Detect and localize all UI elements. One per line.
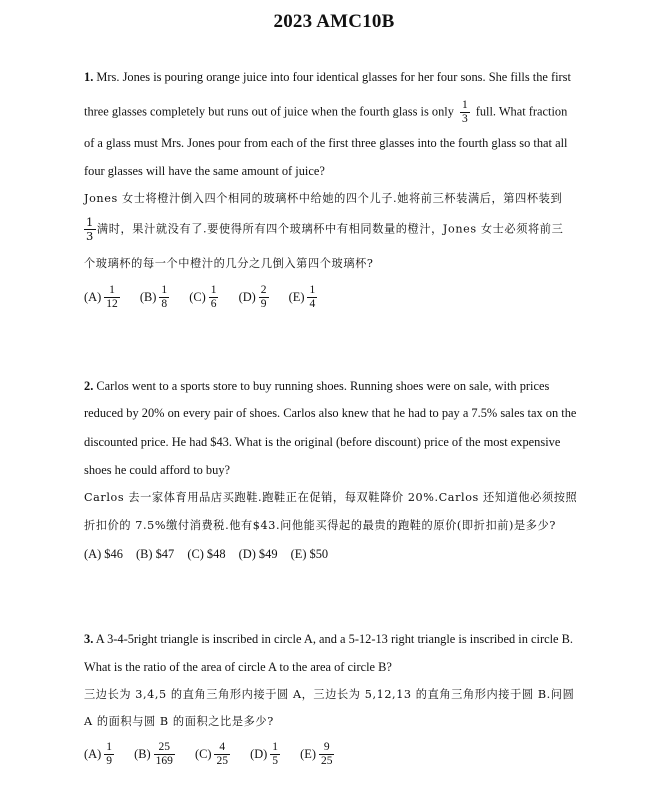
- p1-choice-b[interactable]: (B) $\frac{1}{8}$: [139, 284, 168, 310]
- p3-choice-d[interactable]: (D) $\frac{1}{5}$: [250, 741, 279, 767]
- p2-zh-line-2: 折扣价的 7.5%缴付消费税.他有$43.问他能买得起的最贵的跑鞋的原价(即折扣前)是多少?: [84, 519, 556, 532]
- p1-text-5: four glasses will have the same amount of juice?: [84, 164, 325, 178]
- p1-choice-a[interactable]: (A) $\frac{1}{12}$: [84, 284, 118, 310]
- p1-zh-line-2: [84, 216, 668, 243]
- p2-choice-c[interactable]: (C) $48: [187, 547, 226, 561]
- p1-number: 1.: [84, 70, 94, 84]
- p1-choice-e[interactable]: (E) $\frac{1}{4}$: [288, 284, 316, 310]
- p1-choice-c[interactable]: (C) $\frac{1}{6}$: [189, 284, 217, 310]
- p1-zh-line-3: 个玻璃杯的每一个中橙汁的几分之几倒入第四个玻璃杯?: [84, 257, 374, 270]
- p1-zh-text-2: 满时，果汁就没有了.要使得所有四个玻璃杯中有相同数量的橙汁，Jones 女士必须将前三: [96, 222, 564, 236]
- page-title: 2023 AMC10B: [273, 11, 395, 32]
- p3-zh-line-2: A 的面积与圆 B 的面积之比是多少?: [84, 715, 274, 728]
- p2-number: 2.: [84, 379, 94, 393]
- p1-line-3: [84, 135, 668, 151]
- p2-choices: [84, 547, 338, 562]
- p1-text-3: full. What fraction: [475, 104, 568, 119]
- p3-zh-line-1: 三边长为 3,4,5 的直角三角形内接于圆 A，三边长为 5,12,13 的直角三角形内接于圆 B.问圆: [84, 688, 575, 701]
- p3-choice-c[interactable]: (C) $\frac{4}{25}$: [194, 741, 228, 767]
- p1-line-4: [84, 163, 668, 179]
- p1-zh-line-1: Jones 女士将橙汁倒入四个相同的玻璃杯中给她的四个儿子.她将前三杯装满后，第四杯装到: [84, 192, 563, 205]
- p2-text-1: Carlos went to a sports store to buy running shoes. Running shoes were on sale, with prices: [96, 379, 550, 393]
- p1-text-1: Mrs. Jones is pouring orange juice into four identical glasses for her four sons. She fills the first: [96, 70, 571, 84]
- p2-choice-d[interactable]: (D) $49: [238, 547, 278, 561]
- p1-text-4: of a glass must Mrs. Jones pour from each of the first three glasses into the fourth glass so that all: [84, 136, 568, 150]
- p1-choices: [84, 284, 334, 311]
- p3-choice-a[interactable]: (A) $\frac{1}{9}$: [84, 741, 112, 767]
- p3-line-2: What is the ratio of the area of circle A to the area of circle B?: [84, 660, 392, 674]
- p2-choice-b[interactable]: (B) $47: [136, 547, 175, 561]
- p3-choice-e[interactable]: (E) $\frac{9}{25}$: [300, 741, 333, 767]
- p3-text-1: A 3-4-5right triangle is inscribed in circle A, and a 5-12-13 right triangle is inscribed in circle B.: [95, 632, 573, 646]
- p1-line-2: [84, 99, 668, 126]
- p3-number: 3.: [84, 632, 94, 646]
- p1-line-1: [84, 69, 668, 85]
- p2-line-3: discounted price. He had $43. What is the original (before discount) price of the most expensive: [84, 435, 561, 449]
- p1-choice-d[interactable]: (D) $\frac{2}{9}$: [238, 284, 267, 310]
- p1-text-2: three glasses completely but runs out of juice when the fourth glass is only: [84, 104, 454, 119]
- p2-choice-e[interactable]: (E) $50: [290, 547, 329, 561]
- p2-choice-a[interactable]: (A) $46: [84, 547, 123, 561]
- p2-line-4: shoes he could afford to buy?: [84, 463, 231, 477]
- p3-choices: [84, 741, 351, 768]
- p2-line-1: [84, 378, 668, 394]
- p2-line-2: reduced by 20% on every pair of shoes. Carlos also knew that he had to pay a 7.5% sales tax on the: [84, 406, 577, 420]
- p3-line-1: [84, 631, 668, 647]
- p2-zh-line-1: Carlos 去一家体育用品店买跑鞋.跑鞋正在促销，每双鞋降价 20%.Carlos 还知道他必须按照: [84, 491, 578, 504]
- p1-zh-fraction: $\frac{1}{3}$: [86, 215, 94, 243]
- p1-inline-fraction: $\frac{1}{3}$: [461, 99, 468, 125]
- p3-choice-b[interactable]: (B) $\frac{25}{169}$: [134, 741, 173, 767]
